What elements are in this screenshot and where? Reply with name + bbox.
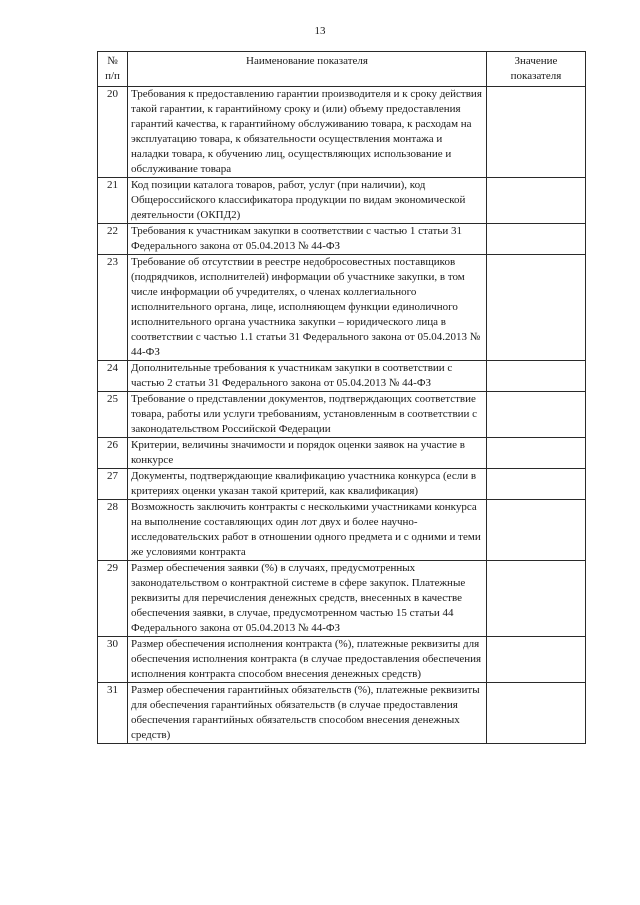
- row-indicator-text: Размер обеспечения гарантийных обязательств (%), платежные реквизиты для обеспечения гарантийных обязательств (в случае предоставления обеспечения гарантийных обязательств способом внесения денежных средств): [128, 683, 487, 744]
- row-indicator-text: Требование об отсутствии в реестре недобросовестных поставщиков (подрядчиков, исполнителей) информации об участнике закупки, в том числе информации об учредителях, о членах коллегиального исполнительного органа, лице, исполняющем функции единоличного исполнительного органа участника закупки – юридического лица в соответствии с частью 1.1 статьи 31 Федерального закона от 05.04.2013 № 44-ФЗ: [128, 255, 487, 361]
- table-row: [98, 224, 586, 255]
- row-value-cell: [487, 469, 586, 500]
- table-row: [98, 637, 586, 683]
- row-number: 31: [98, 683, 128, 744]
- row-number: 30: [98, 637, 128, 683]
- header-value-line2: показателя: [510, 70, 562, 82]
- row-number: 22: [98, 224, 128, 255]
- table-row: [98, 178, 586, 224]
- row-value-cell: [487, 392, 586, 438]
- table-row: [98, 469, 586, 500]
- header-indicator-value: [487, 52, 586, 87]
- row-number: 24: [98, 361, 128, 392]
- header-indicator-name: Наименование показателя: [128, 52, 487, 87]
- row-number: 26: [98, 438, 128, 469]
- row-number: 20: [98, 87, 128, 178]
- table-row: [98, 683, 586, 744]
- row-indicator-text: Документы, подтверждающие квалификацию участника конкурса (если в критериях оценки указан такой критерий, как квалификация): [128, 469, 487, 500]
- row-indicator-text: Размер обеспечения заявки (%) в случаях, предусмотренных законодательством о контрактной системе в сфере закупок. Платежные реквизиты для перечисления денежных средств, внесенных в качестве обеспечения заявки, в случае, предусмотренном частью 15 статьи 44 Федерального закона от 05.04.2013 № 44-ФЗ: [128, 561, 487, 637]
- row-number: 21: [98, 178, 128, 224]
- row-number: 29: [98, 561, 128, 637]
- row-indicator-text: Требования к предоставлению гарантии производителя и к сроку действия такой гарантии, к гарантийному сроку и (или) объему предоставления гарантий качества, к гарантийному обслуживанию товара, к расходам на эксплуатацию товара, к обязательности осуществления монтажа и наладки товара, к обучению лиц, осуществляющих использование и обслуживание товара: [128, 87, 487, 178]
- header-number-line2: п/п: [105, 70, 120, 82]
- row-value-cell: [487, 224, 586, 255]
- row-value-cell: [487, 683, 586, 744]
- header-number: [98, 52, 128, 87]
- row-indicator-text: Требование о представлении документов, подтверждающих соответствие товара, работы или услуги требованиям, установленным в соответствии с законодательством Российской Федерации: [128, 392, 487, 438]
- row-number: 27: [98, 469, 128, 500]
- row-indicator-text: Требования к участникам закупки в соответствии с частью 1 статьи 31 Федерального закона от 05.04.2013 № 44-ФЗ: [128, 224, 487, 255]
- row-indicator-text: Код позиции каталога товаров, работ, услуг (при наличии), код Общероссийского классификатора продукции по видам экономической деятельности (ОКПД2): [128, 178, 487, 224]
- indicators-table: [97, 51, 586, 744]
- table-row: [98, 500, 586, 561]
- row-indicator-text: Дополнительные требования к участникам закупки в соответствии с частью 2 статьи 31 Федерального закона от 05.04.2013 № 44-ФЗ: [128, 361, 487, 392]
- table-row: [98, 392, 586, 438]
- row-indicator-text: Критерии, величины значимости и порядок оценки заявок на участие в конкурсе: [128, 438, 487, 469]
- row-number: 23: [98, 255, 128, 361]
- table-row: [98, 255, 586, 361]
- table-row: [98, 87, 586, 178]
- row-value-cell: [487, 178, 586, 224]
- header-value-line1: Значение: [514, 55, 558, 67]
- row-value-cell: [487, 255, 586, 361]
- row-indicator-text: Размер обеспечения исполнения контракта (%), платежные реквизиты для обеспечения исполнения контракта (в случае предоставления обеспечения исполнения контракта способом внесения денежных средств): [128, 637, 487, 683]
- row-value-cell: [487, 500, 586, 561]
- row-value-cell: [487, 361, 586, 392]
- row-value-cell: [487, 87, 586, 178]
- table-header-row: [98, 52, 586, 87]
- row-number: 28: [98, 500, 128, 561]
- page-number: 13: [314, 25, 326, 37]
- table-row: [98, 561, 586, 637]
- row-value-cell: [487, 438, 586, 469]
- row-value-cell: [487, 637, 586, 683]
- table-row: [98, 438, 586, 469]
- row-indicator-text: Возможность заключить контракты с несколькими участниками конкурса на выполнение составляющих один лот двух и более научно-исследовательских работ в отношении одного предмета и с одними и теми же условиями контракта: [128, 500, 487, 561]
- row-number: 25: [98, 392, 128, 438]
- header-number-line1: №: [107, 55, 118, 67]
- table-row: [98, 361, 586, 392]
- row-value-cell: [487, 561, 586, 637]
